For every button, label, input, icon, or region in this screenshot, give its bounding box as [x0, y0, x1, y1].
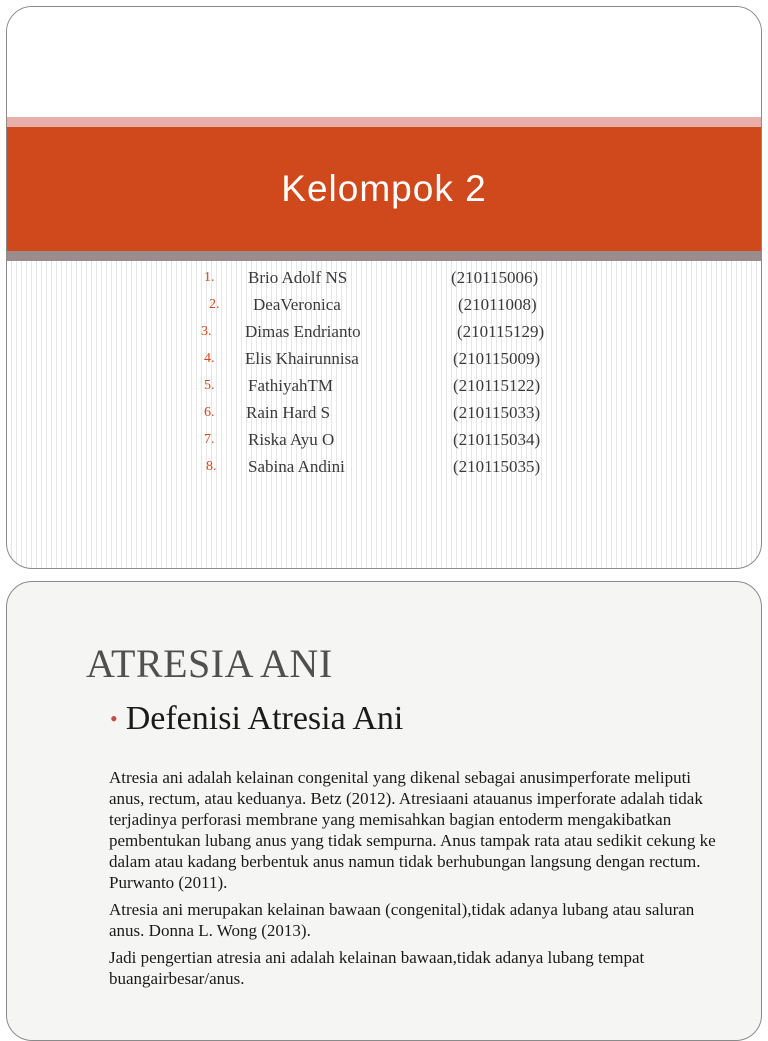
- member-nim: (210115034): [453, 430, 541, 449]
- list-item: [7, 400, 761, 426]
- member-name: Dimas Endrianto: [245, 322, 361, 341]
- member-nim: (210115122): [453, 376, 541, 395]
- bullet-item: [110, 700, 403, 738]
- paragraph: Jadi pengertian atresia ani adalah kelainan bawaan,tidak adanya lubang tempat buangairbesar/anus.: [109, 948, 645, 988]
- list-number: 3.: [201, 324, 212, 339]
- bullet-text: Defenisi Atresia Ani: [125, 700, 404, 737]
- accent-band-top: [7, 117, 761, 127]
- list-item: [7, 454, 761, 480]
- list-number: 5.: [204, 378, 215, 393]
- slide-atresia-ani: [6, 581, 762, 1041]
- member-name: DeaVeronica: [253, 295, 341, 314]
- member-nim: (210115033): [453, 403, 541, 422]
- member-name: Elis Khairunnisa: [245, 349, 359, 368]
- paragraph: Atresia ani merupakan kelainan bawaan (congenital),tidak adanya lubang atau saluran anus. Donna L. Wong (2013).: [109, 900, 695, 940]
- member-name: Rain Hard S: [246, 403, 331, 422]
- list-number: 7.: [204, 432, 215, 447]
- member-nim: (210115129): [457, 322, 545, 341]
- list-item: [7, 427, 761, 453]
- member-nim: (210115006): [451, 268, 539, 287]
- list-item: [7, 265, 761, 291]
- member-nim: (21011008): [458, 295, 537, 314]
- slide-title: Kelompok 2: [281, 168, 487, 209]
- member-name: Sabina Andini: [248, 457, 345, 476]
- member-name: FathiyahTM: [248, 376, 333, 395]
- list-item: [7, 319, 761, 345]
- slide-kelompok: [6, 6, 762, 569]
- bullet-icon: •: [110, 706, 118, 731]
- body-text: [109, 767, 729, 995]
- member-nim: (210115035): [453, 457, 541, 476]
- list-number: 4.: [204, 351, 215, 366]
- list-item: [7, 292, 761, 318]
- slide-top-area: [7, 7, 761, 117]
- member-name: Riska Ayu O: [248, 430, 335, 449]
- list-item: [7, 373, 761, 399]
- accent-band-bottom: [7, 251, 761, 261]
- slide-heading: ATRESIA ANI: [86, 641, 333, 686]
- list-number: 8.: [206, 459, 217, 474]
- member-nim: (210115009): [453, 349, 541, 368]
- list-number: 2.: [209, 297, 220, 312]
- list-number: 6.: [204, 405, 215, 420]
- list-number: 1.: [204, 270, 215, 285]
- paragraph: Atresia ani adalah kelainan congenital yang dikenal sebagai anusimperforate meliputi anus, rectum, atau keduanya. Betz (2012). Atresiaani atauanus imperforate adalah tidak terjadinya perforasi membrane yang memisahkan bagian entoderm mengakibatkan pembentukan lubang anus yang tidak sempurna. Anus tampak rata atau sedikit cekung ke dalam atau kadang berbentuk anus namun tidak berhubungan langsung dengan rectum. Purwanto (2011).: [109, 768, 716, 892]
- list-item: [7, 346, 761, 372]
- member-name: Brio Adolf NS: [248, 268, 348, 287]
